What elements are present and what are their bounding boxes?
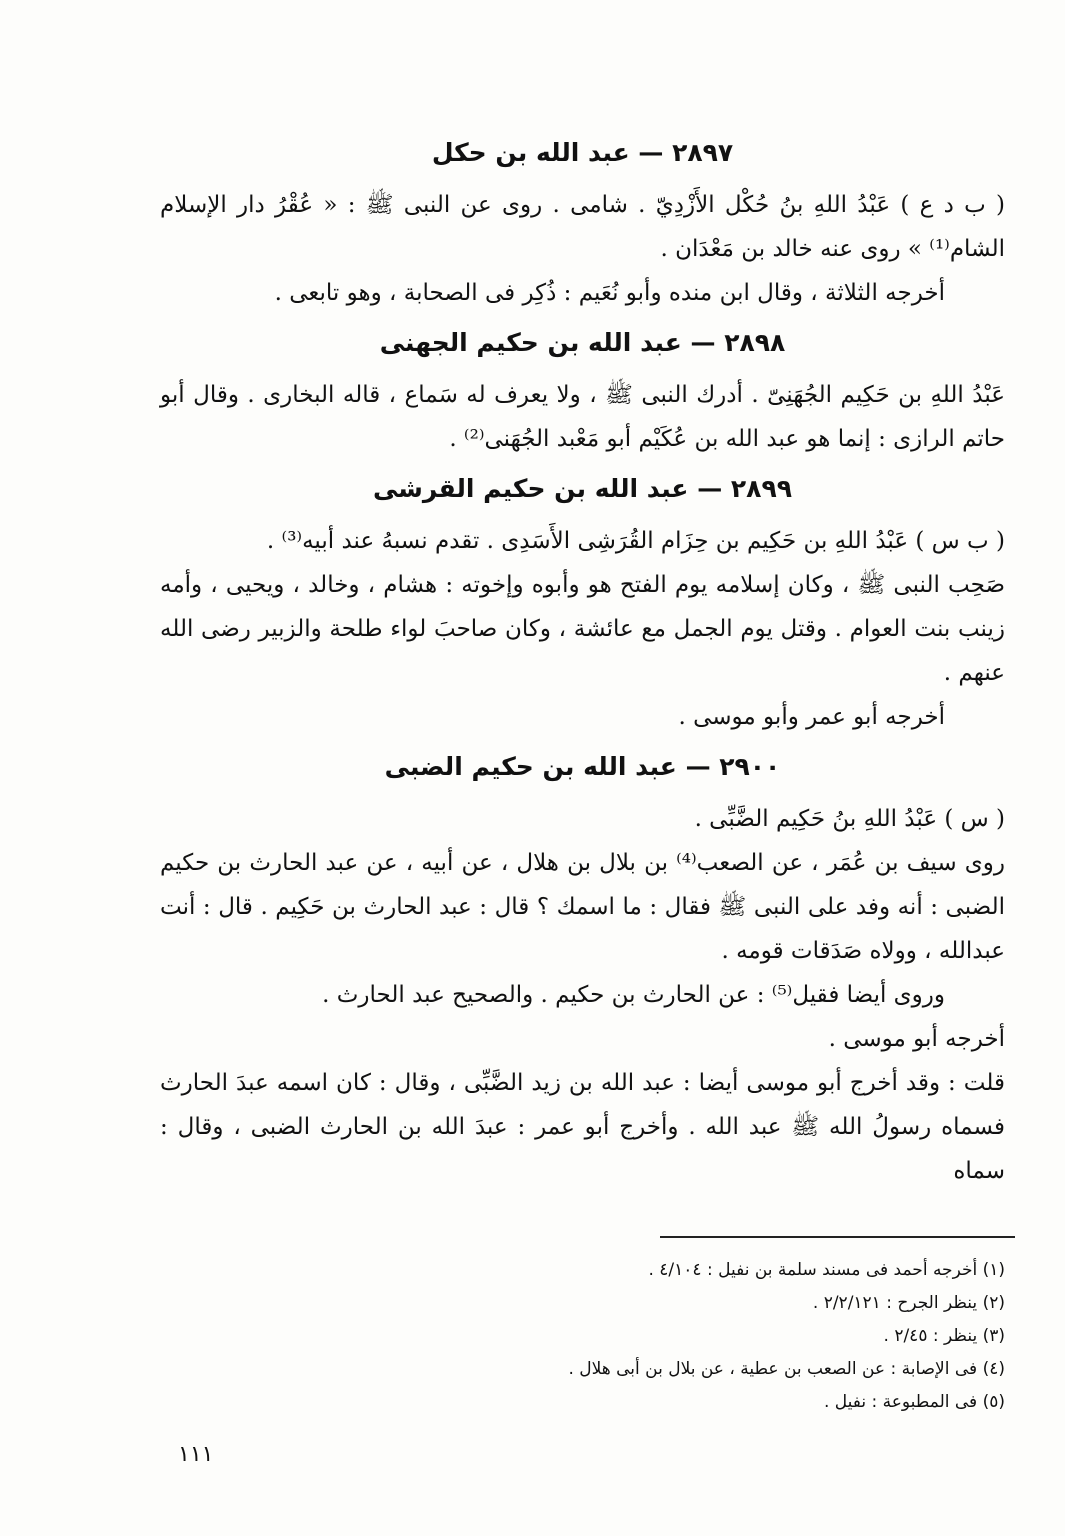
paragraph: ( س ) عَبْدُ اللهِ بنُ حَكِيم الضَّبِّى . <box>694 806 1005 832</box>
footnotes <box>420 1254 1005 1419</box>
entry-heading-2900: ٢٩٠٠ — عبد الله بن حكيم الضبى <box>384 752 781 781</box>
paragraph: أخرجه الثلاثة ، وقال ابن منده وأبو نُعَيم : ذُكِر فى الصحابة ، وهو تابعى . <box>274 280 945 306</box>
paragraph: عَبْدُ اللهِ بن حَكِيم الجُهَنِىّ . أدرك النبى ﷺ ، ولا يعرف له سَماع ، قاله البخارى . وقال أبو حاتم الرازى : إنما هو عبد الله بن عُكَيْم أبو مَعْبد الجُهَنى⁽²⁾ . <box>160 382 1005 452</box>
footnote-5: (٥) فى المطبوعة : نفيل . <box>823 1392 1005 1412</box>
paragraph: قلت : وقد أخرج أبو موسى أيضا : عبد الله بن زيد الضَّبِّى ، وقال : كان اسمه عبدَ الحارث فسماه رسولُ الله ﷺ عبد الله . وأخرج أبو عمر : عبدَ الله بن الحارث الضبى ، وقال : سماه <box>160 1070 1005 1184</box>
paragraph: صَحِب النبى ﷺ ، وكان إسلامه يوم الفتح هو وأبوه وإخوته : هشام ، وخالد ، ويحيى ، وأمه زينب بنت العوام . وقتل يوم الجمل مع عائشة ، وكان صاحبَ لواء طلحة والزبير رضى الله عنهم . <box>160 572 1005 686</box>
paragraph: أخرجه أبو عمر وأبو موسى . <box>678 704 945 730</box>
main-text <box>160 125 1005 1193</box>
paragraph: روى سيف بن عُمَر ، عن الصعب⁽⁴⁾ بن بلال بن هلال ، عن أبيه ، عن عبد الحارث بن حكيم الضبى : أنه وفد على النبى ﷺ فقال : ما اسمك ؟ قال : عبد الحارث بن حَكِيم . قال : أنت عبدالله ، وولاه صَدَقات قومه . <box>160 850 1005 964</box>
footnote-4: (٤) فى الإصابة : عن الصعب بن عطية ، عن بلال بن أبى هلال . <box>568 1359 1005 1379</box>
page-number: ١١١ <box>178 1442 214 1467</box>
footnote-1: (١) أخرجه أحمد فى مسند سلمة بن نفيل : ٤/١٠٤ . <box>648 1260 1005 1280</box>
paragraph: ( ب د ع ) عَبْدُ اللهِ بنُ حُكْل الأَزْدِيّ . شامى . روى عن النبى ﷺ : « عُقْرُ دار الإسلام الشام⁽¹⁾ » روى عنه خالد بن مَعْدَان . <box>160 192 1005 262</box>
paragraph: وروى أيضا فقيل⁽⁵⁾ : عن الحارث بن حكيم . والصحيح عبد الحارث . <box>322 982 945 1008</box>
paragraph: ( ب س ) عَبْدُ اللهِ بن حَكِيم بن حِزَام القُرَشِى الأَسَدِى . تقدم نسبهُ عند أبيه⁽³⁾ . <box>266 528 1005 554</box>
entry-heading-2898: ٢٨٩٨ — عبد الله بن حكيم الجهنى <box>379 328 786 357</box>
entry-heading-2899: ٢٨٩٩ — عبد الله بن حكيم القرشى <box>373 474 792 503</box>
footnote-3: (٣) ينظر : ٢/٤٥ . <box>883 1326 1005 1346</box>
entry-heading-2897: ٢٨٩٧ — عبد الله بن حكل <box>431 138 734 167</box>
footnote-2: (٢) ينظر الجرح : ٢/٢/١٢١ . <box>812 1293 1005 1313</box>
footnote-divider <box>660 1236 1015 1238</box>
paragraph: أخرجه أبو موسى . <box>828 1026 1005 1052</box>
